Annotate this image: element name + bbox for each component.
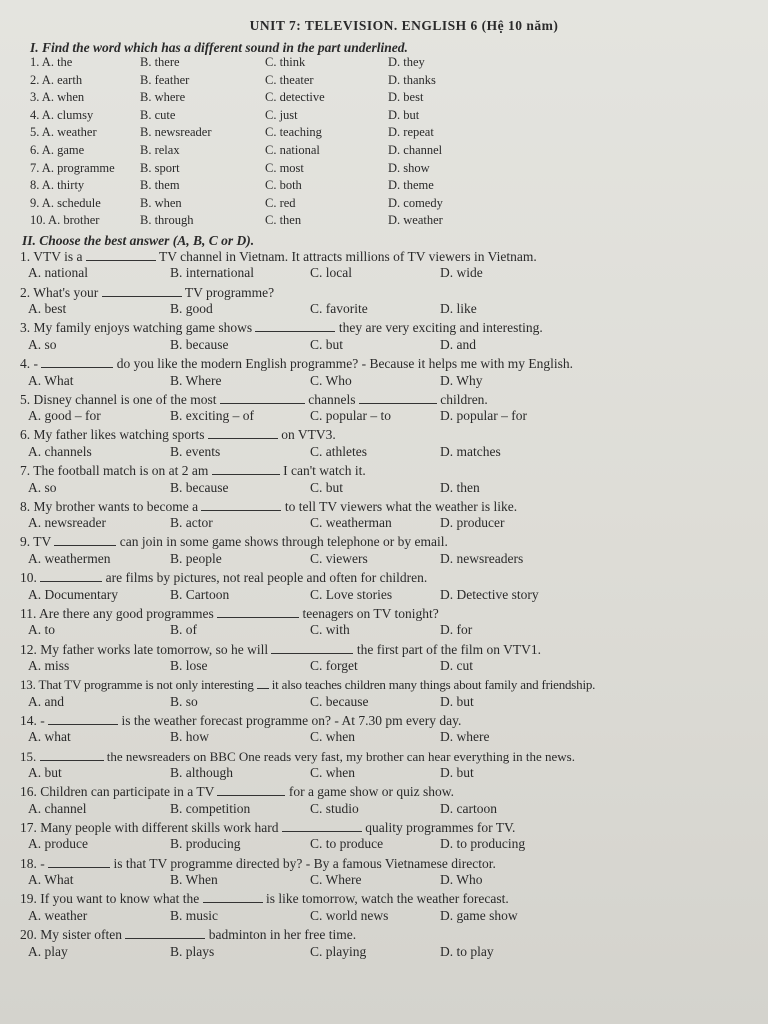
question-suffix: TV programme? <box>181 284 275 300</box>
question-suffix: they are very exciting and interesting. <box>335 320 543 336</box>
part1-option: B. when <box>140 195 182 210</box>
answer-option: A. what <box>28 729 71 745</box>
answer-option: D. Who <box>440 872 483 888</box>
answer-option: C. forget <box>310 658 358 673</box>
part1-heading: I. Find the word which has a different sound in the part underlined. <box>30 40 408 55</box>
question-prefix: 4. - <box>20 356 42 371</box>
answer-option: B. producing <box>170 836 241 852</box>
answer-option: B. how <box>170 729 210 745</box>
answer-option: D. then <box>440 479 480 495</box>
question-prefix: 9. TV <box>20 534 55 550</box>
answer-option: D. to producing <box>440 836 526 852</box>
answer-blank <box>54 533 116 546</box>
answer-option: B. Cartoon <box>170 586 230 602</box>
question-options <box>0 694 768 712</box>
answer-option: B. plays <box>170 943 215 959</box>
answer-option: B. because <box>170 479 229 495</box>
answer-option: C. because <box>310 693 369 709</box>
question-prefix: 12. My father works late tomorrow, so he will <box>20 641 272 657</box>
question-options <box>0 908 768 926</box>
part1-option: 7. A. programme <box>30 160 115 175</box>
answer-option: A. so <box>28 336 57 352</box>
part1-option: C. red <box>265 195 296 210</box>
part1-option: 1. A. the <box>30 55 73 69</box>
question-options <box>0 872 768 890</box>
answer-option: A. channel <box>28 800 87 816</box>
answer-blank <box>257 676 269 689</box>
answer-option: A. and <box>28 693 64 709</box>
answer-option: B. of <box>170 622 197 638</box>
answer-blank <box>217 783 285 796</box>
question-text <box>0 641 768 659</box>
part1-row <box>0 73 768 91</box>
question-options <box>0 301 768 319</box>
part1-option: 10. A. brother <box>30 213 100 228</box>
part1-option: B. newsreader <box>140 125 212 140</box>
answer-option: C. when <box>310 729 355 745</box>
part1-row <box>0 143 768 161</box>
question-text <box>0 926 768 944</box>
part1-row <box>0 55 768 73</box>
answer-blank <box>282 819 362 832</box>
question-text <box>0 819 768 837</box>
answer-blank <box>203 890 263 903</box>
question-text <box>0 391 768 409</box>
answer-option: B. although <box>170 765 233 781</box>
part1-option: C. detective <box>265 90 325 105</box>
part1-option: D. they <box>388 55 425 69</box>
answer-option: C. athletes <box>310 443 367 459</box>
question-options <box>0 373 768 391</box>
question-text <box>0 676 768 694</box>
question-suffix: the newsreaders on BBC One reads very fast, my brother can hear everything in the news. <box>103 748 575 764</box>
answer-option: D. producer <box>440 515 505 531</box>
answer-option: B. events <box>170 443 221 459</box>
question-options <box>0 729 768 747</box>
question-text <box>0 748 768 766</box>
part1-option: D. repeat <box>388 125 434 140</box>
question-text <box>0 462 768 480</box>
question-text <box>0 855 768 873</box>
answer-option: A. What <box>28 372 74 388</box>
part1-option: D. comedy <box>388 195 443 210</box>
part1-option: 2. A. earth <box>30 72 83 87</box>
question-prefix: 8. My brother wants to become a <box>20 498 202 514</box>
answer-option: A. weather <box>28 907 88 923</box>
part1-option: B. through <box>140 213 194 228</box>
question-prefix: 18. - <box>20 855 49 871</box>
answer-option: C. with <box>310 622 350 638</box>
answer-option: B. competition <box>170 800 251 816</box>
question-suffix: teenagers on TV tonight? <box>299 605 439 621</box>
part1-option: D. best <box>388 90 424 105</box>
part1-option: C. teaching <box>265 125 322 140</box>
question-options <box>0 765 768 783</box>
question-prefix: 6. My father likes watching sports <box>20 427 208 443</box>
question-prefix: 7. The football match is on at 2 am <box>20 463 212 479</box>
question-suffix: is the weather forecast programme on? - At 7.30 pm every day. <box>118 712 462 728</box>
answer-option: B. so <box>170 693 198 709</box>
question-suffix: are films by pictures, not real people and often for children. <box>102 570 428 586</box>
question-options <box>0 587 768 605</box>
question-text <box>0 426 768 444</box>
part1-row <box>0 178 768 196</box>
part1-row <box>0 196 768 214</box>
part1-row <box>0 161 768 179</box>
part1-option: C. national <box>265 142 320 157</box>
answer-option: A. but <box>28 765 62 781</box>
part1-option: C. both <box>265 178 302 193</box>
answer-option: C. when <box>310 765 355 781</box>
answer-option: A. best <box>28 301 67 317</box>
answer-option: C. Where <box>310 872 362 888</box>
part1-option: D. weather <box>388 213 443 228</box>
question-suffix: quality programmes for TV. <box>361 819 516 835</box>
answer-blank <box>212 462 280 475</box>
part1-option: C. then <box>265 213 302 228</box>
part1-option: 9. A. schedule <box>30 195 101 210</box>
answer-option: A. What <box>28 872 74 888</box>
question-suffix: it also teaches children many things about family and friendship. <box>268 677 596 693</box>
question-options <box>0 944 768 962</box>
question-prefix: 19. If you want to know what the <box>20 891 203 907</box>
part1-option: C. theater <box>265 72 314 87</box>
answer-option: B. When <box>170 872 218 888</box>
answer-option: D. for <box>440 622 473 638</box>
answer-option: C. but <box>310 479 344 495</box>
question-suffix: for a game show or quiz show. <box>285 784 455 800</box>
part1-option: 5. A. weather <box>30 125 97 140</box>
question-text <box>0 712 768 730</box>
answer-option: B. because <box>170 336 229 352</box>
answer-option: A. so <box>28 479 57 495</box>
question-text <box>0 319 768 337</box>
answer-option: D. where <box>440 729 490 745</box>
question-prefix: 13. That TV programme is not only interesting <box>20 677 257 693</box>
question-suffix: is like tomorrow, watch the weather forecast. <box>262 891 509 907</box>
question-prefix: 15. <box>20 748 40 764</box>
answer-blank <box>125 926 205 939</box>
question-prefix: 14. - <box>20 712 49 728</box>
question-suffix: do you like the modern English programme? - Because it helps me with my English. <box>113 356 574 371</box>
part1-row <box>0 125 768 143</box>
answer-option: A. produce <box>28 836 88 852</box>
answer-option: B. international <box>170 265 254 281</box>
part1-option: 6. A. game <box>30 142 85 157</box>
part1-row <box>0 108 768 126</box>
answer-option: A. Documentary <box>28 586 118 602</box>
question-prefix: 11. Are there any good programmes <box>20 605 218 621</box>
answer-blank <box>40 569 102 582</box>
answer-blank <box>217 605 299 618</box>
question-text <box>0 498 768 516</box>
answer-option: D. like <box>440 301 477 317</box>
answer-option: B. actor <box>170 515 213 531</box>
answer-blank <box>41 355 113 368</box>
answer-option: D. newsreaders <box>440 550 524 566</box>
part2-heading: II. Choose the best answer (A, B, C or D). <box>22 232 255 248</box>
question-suffix: on VTV3. <box>277 427 336 443</box>
question-options <box>0 408 768 426</box>
answer-option: B. Where <box>170 372 222 388</box>
answer-blank <box>48 855 110 868</box>
answer-option: D. matches <box>440 443 501 459</box>
part1-option: D. thanks <box>388 72 436 87</box>
answer-blank <box>255 319 335 332</box>
answer-option: A. to <box>28 622 55 638</box>
part1-option: C. just <box>265 107 298 122</box>
question-options <box>0 265 768 283</box>
answer-blank <box>208 426 278 439</box>
answer-blank <box>359 391 437 404</box>
part2-questions <box>0 248 768 962</box>
answer-option: D. Why <box>440 372 483 388</box>
part1-row <box>0 90 768 108</box>
question-prefix: 2. What's your <box>20 284 102 300</box>
answer-option: C. favorite <box>310 301 368 317</box>
answer-option: C. but <box>310 336 344 352</box>
part1-grid <box>0 55 768 231</box>
answer-blank <box>40 748 104 761</box>
answer-option: A. play <box>28 943 68 959</box>
question-options <box>0 836 768 854</box>
answer-option: C. to produce <box>310 836 384 852</box>
question-text <box>0 284 768 302</box>
question-prefix: 5. Disney channel is one of the most <box>20 391 220 407</box>
part1-option: D. show <box>388 160 430 175</box>
question-text <box>0 355 768 373</box>
answer-option: A. newsreader <box>28 515 106 531</box>
answer-option: A. national <box>28 265 88 281</box>
answer-option: C. viewers <box>310 550 368 566</box>
part1-option: D. channel <box>388 142 443 157</box>
answer-option: C. world news <box>310 907 389 923</box>
answer-option: D. Detective story <box>440 586 539 602</box>
question-text <box>0 248 768 266</box>
part1-option: D. theme <box>388 178 434 193</box>
part1-row <box>0 213 768 231</box>
answer-blank <box>86 248 156 261</box>
answer-option: C. Love stories <box>310 586 393 602</box>
part1-option: B. cute <box>140 107 176 122</box>
question-suffix: TV channel in Vietnam. It attracts millions of TV viewers in Vietnam. <box>155 248 537 264</box>
part1-option: C. think <box>265 55 306 69</box>
answer-option: C. weatherman <box>310 515 392 531</box>
answer-option: C. popular – to <box>310 408 391 424</box>
question-suffix: can join in some game shows through telephone or by email. <box>116 534 448 550</box>
part1-option: 3. A. when <box>30 90 85 105</box>
question-prefix: 10. <box>20 570 41 586</box>
part1-option: B. them <box>140 178 180 193</box>
answer-option: D. cartoon <box>440 800 497 816</box>
answer-blank <box>102 284 182 297</box>
answer-option: D. game show <box>440 907 518 923</box>
question-text <box>0 569 768 587</box>
answer-blank <box>48 712 118 725</box>
question-options <box>0 444 768 462</box>
answer-blank <box>220 391 305 404</box>
answer-option: D. but <box>440 765 474 781</box>
question-options <box>0 622 768 640</box>
question-suffix: to tell TV viewers what the weather is like. <box>281 498 518 514</box>
answer-option: C. Who <box>310 372 352 388</box>
part1-option: C. most <box>265 160 304 175</box>
question-suffix: the first part of the film on VTV1. <box>353 641 542 657</box>
answer-option: C. studio <box>310 800 359 816</box>
answer-option: C. playing <box>310 943 367 959</box>
answer-option: D. to play <box>440 943 494 959</box>
question-prefix: 20. My sister often <box>20 927 126 942</box>
answer-option: B. exciting – of <box>170 408 254 424</box>
answer-option: B. good <box>170 301 213 317</box>
answer-option: D. but <box>440 693 474 709</box>
answer-option: A. channels <box>28 443 92 459</box>
part1-option: B. sport <box>140 160 180 175</box>
question-suffix: is that TV programme directed by? - By a famous Vietnamese director. <box>110 855 496 871</box>
part1-option: 8. A. thirty <box>30 178 85 193</box>
answer-option: D. popular – for <box>440 408 527 424</box>
part1-option: B. relax <box>140 142 180 157</box>
answer-option: B. people <box>170 550 222 566</box>
question-options <box>0 658 768 676</box>
question-text <box>0 533 768 551</box>
question-prefix: 16. Children can participate in a TV <box>20 784 218 800</box>
question-options <box>0 551 768 569</box>
answer-option: A. good – for <box>28 408 101 424</box>
question-text <box>0 890 768 908</box>
part1-option: B. feather <box>140 72 190 87</box>
answer-option: A. weathermen <box>28 550 111 566</box>
question-middle: channels <box>304 391 359 407</box>
question-suffix: children. <box>436 391 488 407</box>
answer-option: B. lose <box>170 658 208 673</box>
answer-option: D. and <box>440 336 476 352</box>
question-options <box>0 337 768 355</box>
part1-option: 4. A. clumsy <box>30 107 94 122</box>
part1-option: B. where <box>140 90 186 105</box>
part1-option: B. there <box>140 55 180 69</box>
question-text <box>0 605 768 623</box>
question-options <box>0 801 768 819</box>
answer-blank <box>201 498 281 511</box>
question-suffix: badminton in her free time. <box>205 927 357 942</box>
answer-option: D. cut <box>440 658 473 673</box>
question-prefix: 3. My family enjoys watching game shows <box>20 320 256 336</box>
answer-blank <box>271 641 353 654</box>
answer-option: D. wide <box>440 265 483 281</box>
answer-option: B. music <box>170 907 219 923</box>
answer-option: C. local <box>310 265 352 281</box>
worksheet-title: UNIT 7: TELEVISION. ENGLISH 6 (Hệ 10 năm) <box>249 18 559 33</box>
question-prefix: 17. Many people with different skills work hard <box>20 819 282 835</box>
question-suffix: I can't watch it. <box>279 463 366 479</box>
answer-option: A. miss <box>28 658 70 673</box>
question-text <box>0 783 768 801</box>
question-options <box>0 480 768 498</box>
part1-option: D. but <box>388 107 420 122</box>
question-options <box>0 515 768 533</box>
question-prefix: 1. VTV is a <box>20 248 86 264</box>
